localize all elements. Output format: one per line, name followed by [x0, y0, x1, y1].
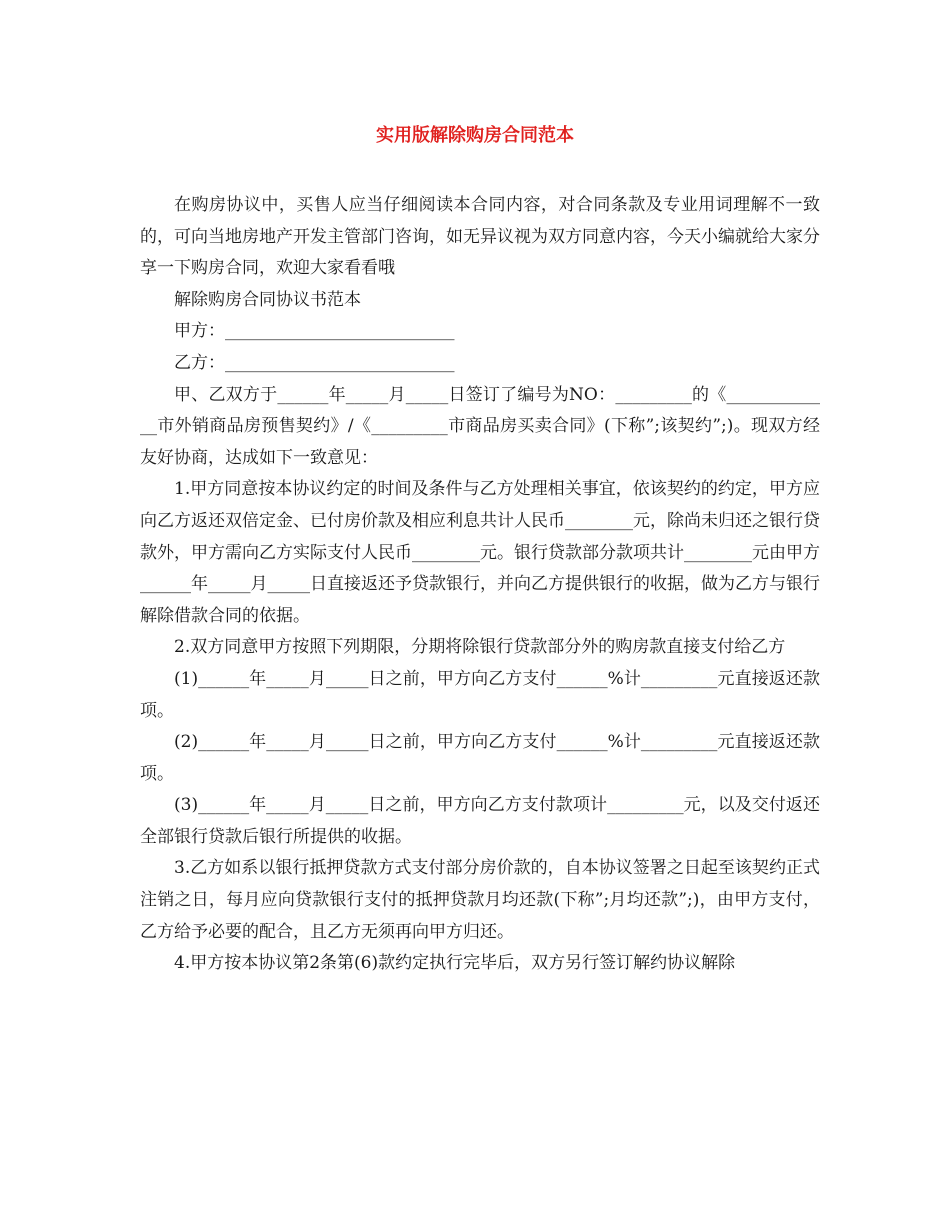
clause-2-item-3: (3)______年_____月_____日之前，甲方向乙方支付款项计_________元，以及交付返还全部银行贷款后银行所提供的收据。 [140, 795, 820, 847]
section-heading: 解除购房合同协议书范本 [174, 289, 361, 310]
party-a-line: 甲方：___________________________ [174, 321, 455, 342]
party-b-line: 乙方：___________________________ [174, 352, 455, 373]
document-body [140, 190, 820, 980]
preamble-paragraph: 甲、乙双方于______年_____月_____日签订了编号为NO：_________的《_____________市外销商品房预售契约》/《_________市商品房买卖合同》(下称”;该契约”;)。现双方经友好协商，达成如下一致意见： [140, 384, 820, 468]
clause-1: 1.甲方同意按本协议约定的时间及条件与乙方处理相关事宜，依该契约的约定，甲方应向乙方返还双倍定金、已付房价款及相应利息共计人民币________元，除尚未归还之银行贷款外，甲方需向乙方实际支付人民币________元。银行贷款部分款项共计________元由甲方______年_____月_____日直接返还予贷款银行，并向乙方提供银行的收据，做为乙方与银行解除借款合同的依据。 [140, 479, 820, 626]
clause-2: 2.双方同意甲方按照下列期限，分期将除银行贷款部分外的购房款直接支付给乙方 [174, 637, 786, 658]
clause-2-item-2: (2)______年_____月_____日之前，甲方向乙方支付______%计_________元直接返还款项。 [140, 732, 820, 784]
clause-4: 4.甲方按本协议第2条第(6)款约定执行完毕后，双方另行签订解约协议解除 [174, 953, 736, 974]
clause-3: 3.乙方如系以银行抵押贷款方式支付部分房价款的，自本协议签署之日起至该契约正式注销之日，每月应向贷款银行支付的抵押贷款月均还款(下称”;月均还款”;)，由甲方支付，乙方给予必要的配合，且乙方无须再向甲方归还。 [140, 858, 820, 942]
clause-2-item-1: (1)______年_____月_____日之前，甲方向乙方支付______%计_________元直接返还款项。 [140, 668, 820, 721]
intro-paragraph: 在购房协议中，买售人应当仔细阅读本合同内容，对合同条款及专业用词理解不一致的，可向当地房地产开发主管部门咨询，如无异议视为双方同意内容，今天小编就给大家分享一下购房合同，欢迎大家看看哦 [140, 195, 820, 279]
document-title: 实用版解除购房合同范本 [376, 125, 574, 146]
